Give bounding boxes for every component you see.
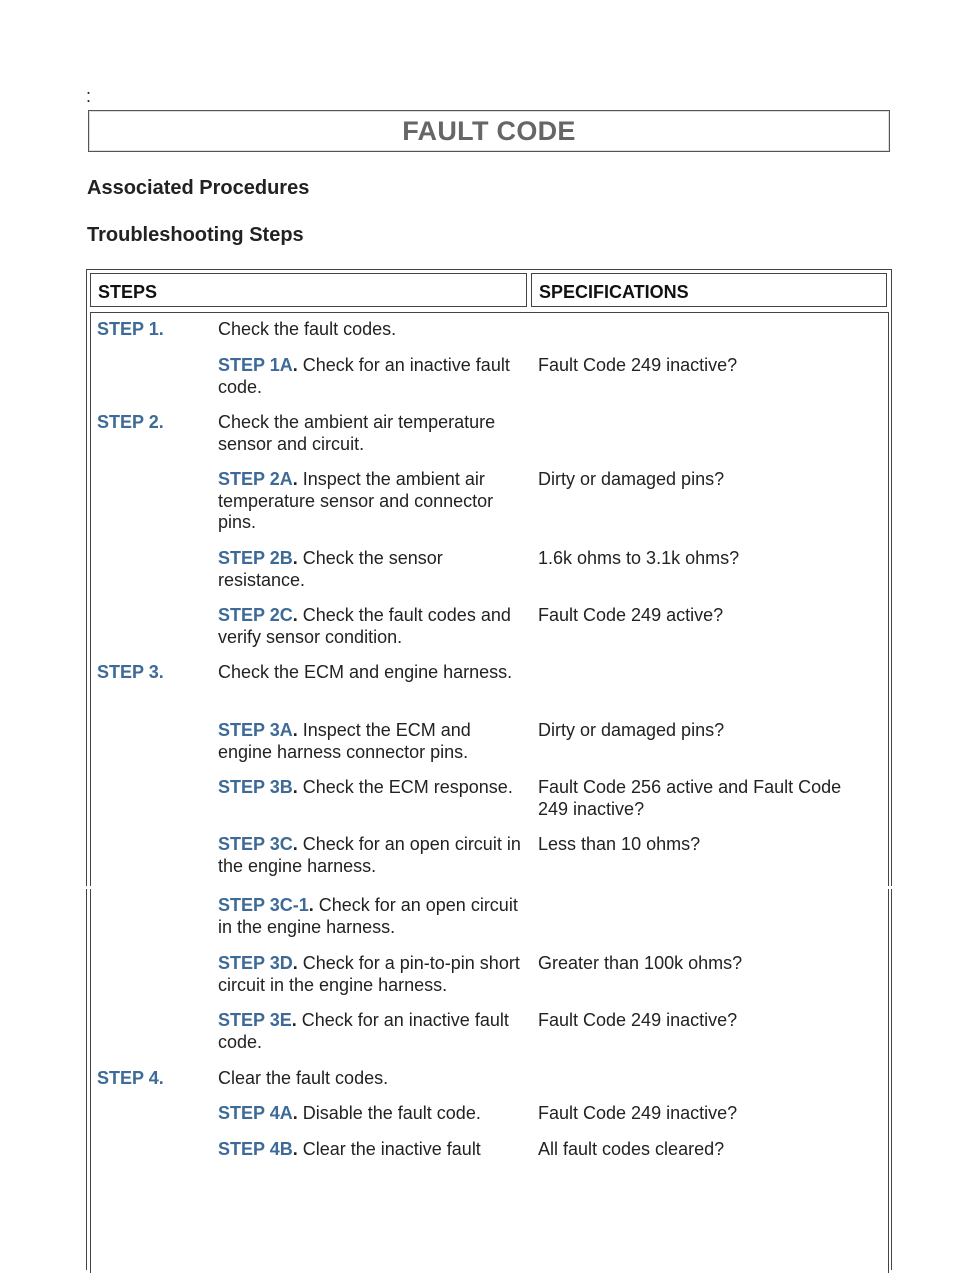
step-number[interactable]: STEP 4. — [97, 1068, 164, 1088]
step-number[interactable]: STEP 1. — [97, 319, 164, 339]
substep-link[interactable]: STEP 2C — [218, 605, 293, 625]
substep-link[interactable]: STEP 3A — [218, 720, 293, 740]
step-description: STEP 2C. Check the fault codes and verify sensor condition. — [218, 605, 511, 647]
substep-link[interactable]: STEP 2A — [218, 469, 293, 489]
associated-procedures-heading[interactable]: Associated Procedures — [87, 177, 310, 199]
substep-link[interactable]: STEP 3E — [218, 1010, 292, 1030]
substep-link[interactable]: STEP 4A — [218, 1103, 293, 1123]
step-description: STEP 2B. Check the sensor resistance. — [218, 548, 443, 590]
step-specification: Fault Code 256 active and Fault Code 249 inactive? — [538, 777, 842, 819]
step-specification: Fault Code 249 inactive? — [538, 1010, 738, 1030]
page-colon: : — [86, 86, 92, 106]
substep-link[interactable]: STEP 3C — [218, 834, 293, 854]
step-description: STEP 2A. Inspect the ambient air temperature sensor and connector pins. — [218, 469, 494, 532]
steps-column-header — [90, 273, 527, 307]
specifications-header-label: SPECIFICATIONS — [539, 282, 689, 302]
step-description: STEP 3E. Check for an inactive fault code. — [218, 1010, 509, 1052]
substep-link[interactable]: STEP 3D — [218, 953, 293, 973]
step-description: STEP 3C. Check for an open circuit in the engine harness. — [218, 834, 521, 876]
substep-link[interactable]: STEP 1A — [218, 355, 293, 375]
step-specification: Dirty or damaged pins? — [538, 469, 725, 489]
step-specification: Fault Code 249 inactive? — [538, 355, 738, 375]
substep-link[interactable]: STEP 2B — [218, 548, 293, 568]
step-description: Check the fault codes. — [218, 319, 397, 339]
table-page-break — [86, 886, 892, 889]
substep-link[interactable]: STEP 3B — [218, 777, 293, 797]
step-specification: Dirty or damaged pins? — [538, 720, 725, 740]
step-description: STEP 1A. Check for an inactive fault code. — [218, 355, 510, 397]
substep-link[interactable]: STEP 3C-1 — [218, 895, 309, 915]
step-specification: Fault Code 249 inactive? — [538, 1103, 738, 1123]
step-description: Clear the fault codes. — [218, 1068, 389, 1088]
step-description: STEP 4A. Disable the fault code. — [218, 1103, 481, 1123]
step-description: STEP 4B. Clear the inactive fault — [218, 1139, 481, 1159]
step-number[interactable]: STEP 2. — [97, 412, 164, 432]
specifications-column-header — [531, 273, 887, 307]
step-description: Check the ambient air temperature sensor and circuit. — [218, 412, 496, 454]
step-specification: Greater than 100k ohms? — [538, 953, 743, 973]
step-description: STEP 3D. Check for a pin-to-pin short circuit in the engine harness. — [218, 953, 520, 995]
step-specification: 1.6k ohms to 3.1k ohms? — [538, 548, 740, 568]
troubleshooting-steps-heading[interactable]: Troubleshooting Steps — [87, 224, 304, 246]
step-description: STEP 3C-1. Check for an open circuit in the engine harness. — [218, 895, 518, 937]
step-number[interactable]: STEP 3. — [97, 662, 164, 682]
step-description: STEP 3B. Check the ECM response. — [218, 777, 513, 797]
page-title: FAULT CODE — [402, 115, 576, 146]
step-description: Check the ECM and engine harness. — [218, 662, 513, 682]
step-specification: Less than 10 ohms? — [538, 834, 701, 854]
step-specification: All fault codes cleared? — [538, 1139, 725, 1159]
step-description: STEP 3A. Inspect the ECM and engine harness connector pins. — [218, 720, 471, 762]
title-box — [88, 110, 890, 152]
step-specification: Fault Code 249 active? — [538, 605, 724, 625]
substep-link[interactable]: STEP 4B — [218, 1139, 293, 1159]
steps-header-label: STEPS — [98, 282, 158, 302]
